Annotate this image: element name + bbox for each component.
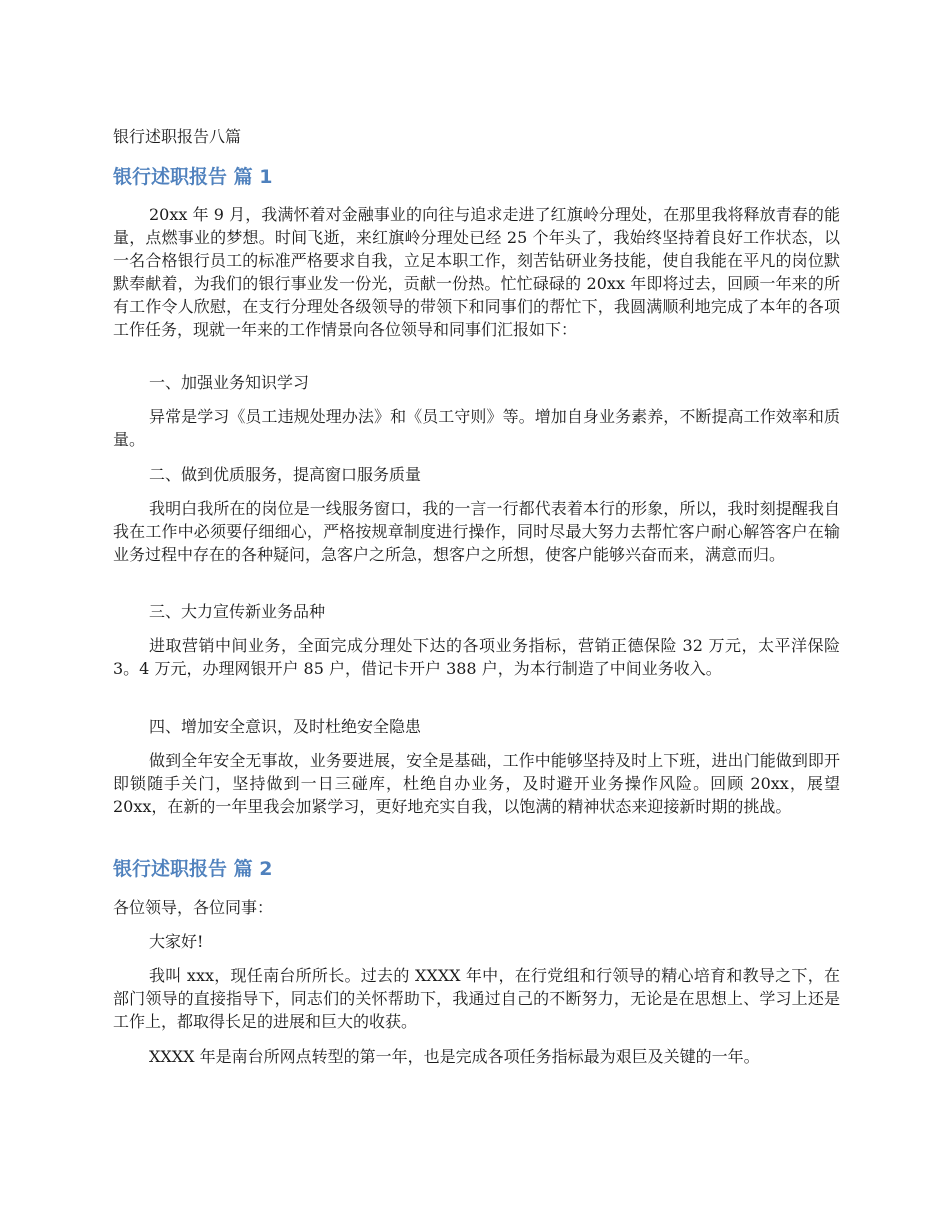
paragraph: 大家好! (149, 932, 204, 951)
subheading: 四、增加安全意识，及时杜绝安全隐患 (149, 717, 422, 736)
paragraph: 我叫 xxx，现任南台所所长。过去的 XXXX 年中，在行党组和行领导的精心培育和教导之下，在部门领导的直接指导下，同志们的关怀帮助下，我通过自己的不断努力，无论是在思想上、学习上还是工作上，都取得长足的进展和巨大的收获。 (113, 966, 840, 1031)
paragraph: 20xx 年 9 月，我满怀着对金融事业的向往与追求走进了红旗岭分理处，在那里我将释放青春的能量，点燃事业的梦想。时间飞逝，来红旗岭分理处已经 25 个年头了，我始终坚持着良好工作状态，以一名合格银行员工的标准严格要求自我，立足本职工作，刻苦钻研业务技能，使自我能在平凡的岗位默默奉献着，为我们的银行事业发一份光，贡献一份热。忙忙碌碌的 20xx 年即将过去，回顾一年来的所有工作令人欣慰，在支行分理处各级领导的带领下和同事们的帮忙下，我圆满顺利地完成了本年的各项工作任务，现就一年来的工作情景向各位领导和同事们汇报如下： (113, 205, 840, 339)
paragraph: XXXX 年是南台所网点转型的第一年，也是完成各项任务指标最为艰巨及关键的一年。 (149, 1047, 760, 1066)
paragraph: 我明白我所在的岗位是一线服务窗口，我的一言一行都代表着本行的形象，所以，我时刻提醒我自我在工作中必须要仔细细心，严格按规章制度进行操作，同时尽最大努力去帮忙客户耐心解答客户在输业务过程中存在的各种疑问，急客户之所急，想客户之所想，使客户能够兴奋而来，满意而归。 (113, 499, 840, 564)
subheading: 一、加强业务知识学习 (149, 373, 310, 392)
paragraph: 进取营销中间业务，全面完成分理处下达的各项业务指标，营销正德保险 32 万元，太平洋保险 3。4 万元，办理网银开户 85 户，借记卡开户 388 户，为本行制造了中间业务收入。 (113, 636, 840, 678)
section-heading-1: 银行述职报告 篇 1 (113, 166, 273, 188)
paragraph: 异常是学习《员工违规处理办法》和《员工守则》等。增加自身业务素养，不断提高工作效率和质量。 (113, 407, 840, 449)
paragraph: 做到全年安全无事故，业务要进展，安全是基础，工作中能够坚持及时上下班，进出门能做到即开即锁随手关门，坚持做到一日三碰库，杜绝自办业务，及时避开业务操作风险。回顾 20xx，展望 20xx，在新的一年里我会加紧学习，更好地充实自我，以饱满的精神状态来迎接新时期的挑战。 (113, 751, 840, 816)
section-heading-2: 银行述职报告 篇 2 (113, 858, 273, 880)
subheading: 三、大力宣传新业务品种 (149, 602, 326, 621)
subheading: 二、做到优质服务，提高窗口服务质量 (149, 465, 422, 484)
greeting: 各位领导，各位同事： (113, 898, 274, 917)
document-title: 银行述职报告八篇 (113, 127, 242, 146)
